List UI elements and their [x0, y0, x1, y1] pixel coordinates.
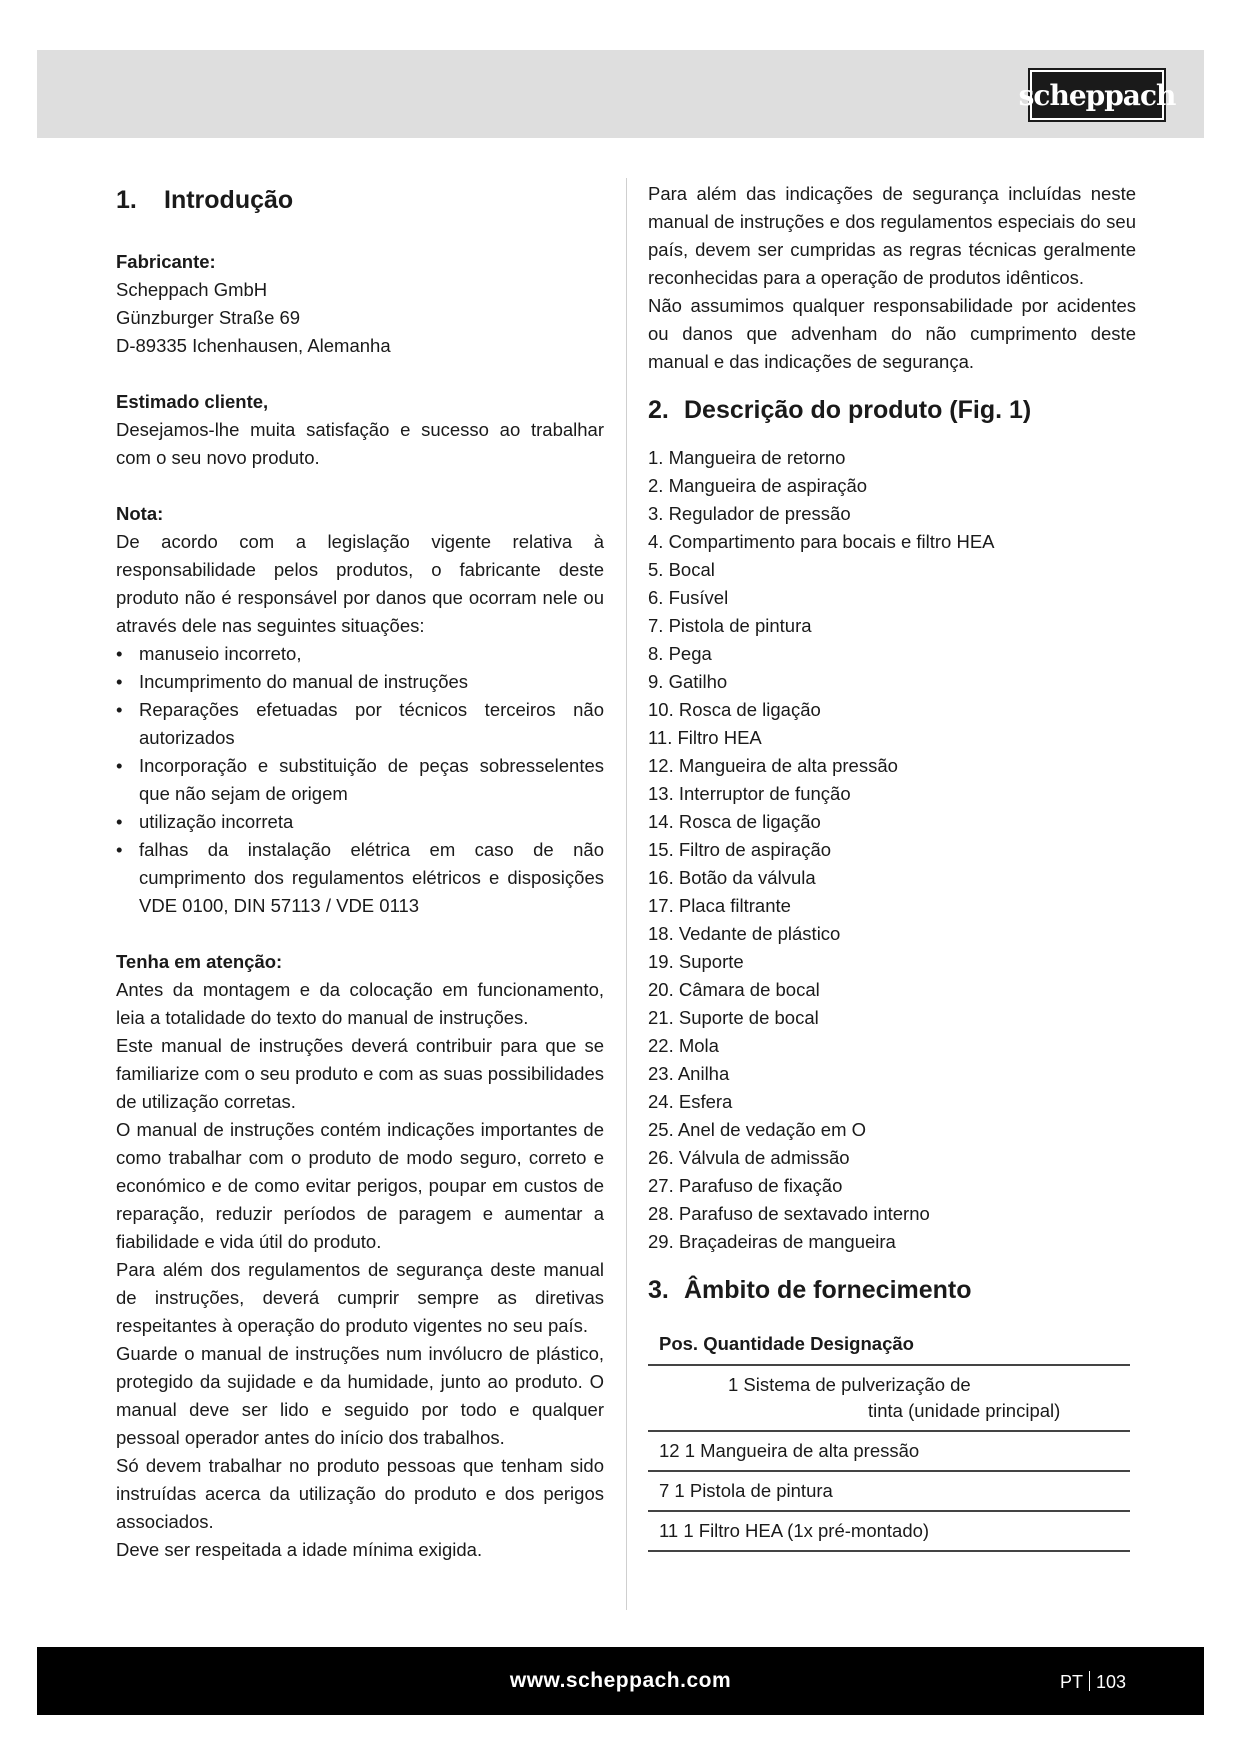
part-item: 25. Anel de vedação em O	[648, 1119, 867, 1140]
supply-table-cell: 12 1 Mangueira de alta pressão	[648, 1431, 1130, 1471]
liability-item: • Reparações efetuadas por técnicos terceiros não autorizados	[116, 696, 604, 752]
attention-paragraph: Este manual de instruções deverá contribuir para que se familiarize com o seu produto e com as suas possibilidades de utilização corretas.	[116, 1035, 604, 1112]
section-3-heading	[648, 1270, 1136, 1310]
left-column	[116, 180, 604, 1564]
manufacturer-line: D-89335 Ichenhausen, Alemanha	[116, 335, 391, 356]
table-row	[648, 1511, 1130, 1551]
part-item: 24. Esfera	[648, 1091, 733, 1112]
part-item: 2. Mangueira de aspiração	[648, 475, 868, 496]
safety-intro-paragraph: Não assumimos qualquer responsabilidade por acidentes ou danos que advenham do não cumprimento deste manual e das indicações de segurança.	[648, 295, 1136, 372]
part-item: 8. Pega	[648, 643, 712, 664]
part-item: 20. Câmara de bocal	[648, 979, 820, 1000]
header-band	[37, 50, 1204, 138]
footer-website-link[interactable]: www.scheppach.com	[509, 1669, 732, 1692]
part-item: 13. Interruptor de função	[648, 783, 851, 804]
section-1-number: 1.	[116, 186, 137, 214]
attention-paragraph: Guarde o manual de instruções num invólucro de plástico, protegido da sujidade e da humidade, junto ao produto. O manual deve ser lido e seguido por todo e qualquer pessoal operador antes do início dos trabalhos.	[116, 1343, 604, 1448]
attention-paragraph: Para além dos regulamentos de segurança deste manual de instruções, deverá cumprir sempre as diretivas respeitantes à operação do produto vigentes no seu país.	[116, 1259, 604, 1336]
liability-item: • utilização incorreta	[116, 808, 604, 836]
part-item: 7. Pistola de pintura	[648, 615, 812, 636]
part-item: 27. Parafuso de fixação	[648, 1175, 843, 1196]
liability-item: • Incorporação e substituição de peças sobresselentes que não sejam de origem	[116, 752, 604, 808]
part-item: 18. Vedante de plástico	[648, 923, 841, 944]
supply-table	[648, 1324, 1130, 1552]
supply-table-cell: 7 1 Pistola de pintura	[648, 1471, 1130, 1511]
part-item: 23. Anilha	[648, 1063, 730, 1084]
part-item: 12. Mangueira de alta pressão	[648, 755, 898, 776]
liability-item: • Incumprimento do manual de instruções	[116, 668, 604, 696]
section-3-number: 3.	[648, 1276, 669, 1304]
table-row	[648, 1431, 1130, 1471]
section-1-heading	[116, 180, 604, 220]
table-row	[648, 1471, 1130, 1511]
right-column	[648, 180, 1136, 1552]
section-3-title: Âmbito de fornecimento	[684, 1276, 972, 1304]
liability-item: • falhas da instalação elétrica em caso de não cumprimento dos regulamentos elétricos e disposições VDE 0100, DIN 57113 / VDE 0113	[116, 836, 604, 920]
supply-table-cell: 11 1 Filtro HEA (1x pré-montado)	[648, 1511, 1130, 1551]
page-separator	[1089, 1671, 1090, 1691]
section-2-number: 2.	[648, 396, 669, 424]
manufacturer-line: Scheppach GmbH	[116, 279, 268, 300]
page-indicator	[1060, 1671, 1126, 1693]
supply-table-header: Pos. Quantidade Designação	[648, 1324, 1130, 1365]
part-item: 10. Rosca de ligação	[648, 699, 821, 720]
part-item: 21. Suporte de bocal	[648, 1007, 819, 1028]
part-item: 5. Bocal	[648, 559, 715, 580]
part-item: 1. Mangueira de retorno	[648, 447, 846, 468]
part-item: 29. Braçadeiras de mangueira	[648, 1231, 896, 1252]
customer-heading: Estimado cliente,	[116, 391, 269, 412]
part-item: 9. Gatilho	[648, 671, 728, 692]
part-item: 26. Válvula de admissão	[648, 1147, 850, 1168]
part-item: 22. Mola	[648, 1035, 719, 1056]
supply-row-1-line-1: 1 Sistema de pulverização de	[728, 1374, 971, 1395]
safety-intro-paragraph: Para além das indicações de segurança incluídas neste manual de instruções e dos regulamentos especiais do seu país, devem ser cumpridas as regras técnicas geralmente reconhecidas para a operação de produtos idênticos.	[648, 183, 1136, 288]
section-2-heading	[648, 390, 1136, 430]
attention-heading: Tenha em atenção:	[116, 951, 283, 972]
liability-list	[116, 640, 604, 920]
part-item: 4. Compartimento para bocais e filtro HEA	[648, 531, 995, 552]
footer-band	[37, 1647, 1204, 1715]
page-number: 103	[1095, 1672, 1126, 1692]
manufacturer-line: Günzburger Straße 69	[116, 307, 301, 328]
part-item: 15. Filtro de aspiração	[648, 839, 832, 860]
part-item: 28. Parafuso de sextavado interno	[648, 1203, 930, 1224]
section-1-title: Introdução	[164, 186, 294, 214]
note-intro: De acordo com a legislação vigente relativa à responsabilidade pelos produtos, o fabricante deste produto não é responsável por danos que ocorram nele ou através dele nas seguintes situações:	[116, 531, 604, 636]
part-item: 11. Filtro HEA	[648, 727, 762, 748]
part-item: 19. Suporte	[648, 951, 744, 972]
manufacturer-heading: Fabricante:	[116, 251, 216, 272]
scheppach-logo: scheppach	[1030, 70, 1164, 120]
section-2-title: Descrição do produto (Fig. 1)	[684, 396, 1032, 424]
part-item: 3. Regulador de pressão	[648, 503, 851, 524]
column-divider	[626, 178, 627, 1610]
customer-text: Desejamos-lhe muita satisfação e sucesso ao trabalhar com o seu novo produto.	[116, 419, 604, 468]
table-row	[648, 1365, 1130, 1431]
part-item: 14. Rosca de ligação	[648, 811, 821, 832]
supply-table-cell	[648, 1365, 1130, 1431]
supply-row-1-line-2: tinta (unidade principal)	[868, 1400, 1061, 1421]
parts-list	[648, 444, 1136, 1256]
attention-paragraph: Deve ser respeitada a idade mínima exigida.	[116, 1539, 483, 1560]
language-code: PT	[1059, 1672, 1083, 1692]
attention-paragraph: O manual de instruções contém indicações importantes de como trabalhar com o produto de modo seguro, correto e económico e de como evitar perigos, poupar em custos de reparação, reduzir períodos de paragem e aumentar a fiabilidade e vida útil do produto.	[116, 1119, 604, 1252]
attention-paragraph: Antes da montagem e da colocação em funcionamento, leia a totalidade do texto do manual de instruções.	[116, 979, 604, 1028]
liability-item: • manuseio incorreto,	[116, 640, 604, 668]
note-heading: Nota:	[116, 503, 164, 524]
attention-paragraph: Só devem trabalhar no produto pessoas que tenham sido instruídas acerca da utilização do produto e dos perigos associados.	[116, 1455, 604, 1532]
part-item: 17. Placa filtrante	[648, 895, 791, 916]
part-item: 16. Botão da válvula	[648, 867, 816, 888]
part-item: 6. Fusível	[648, 587, 729, 608]
